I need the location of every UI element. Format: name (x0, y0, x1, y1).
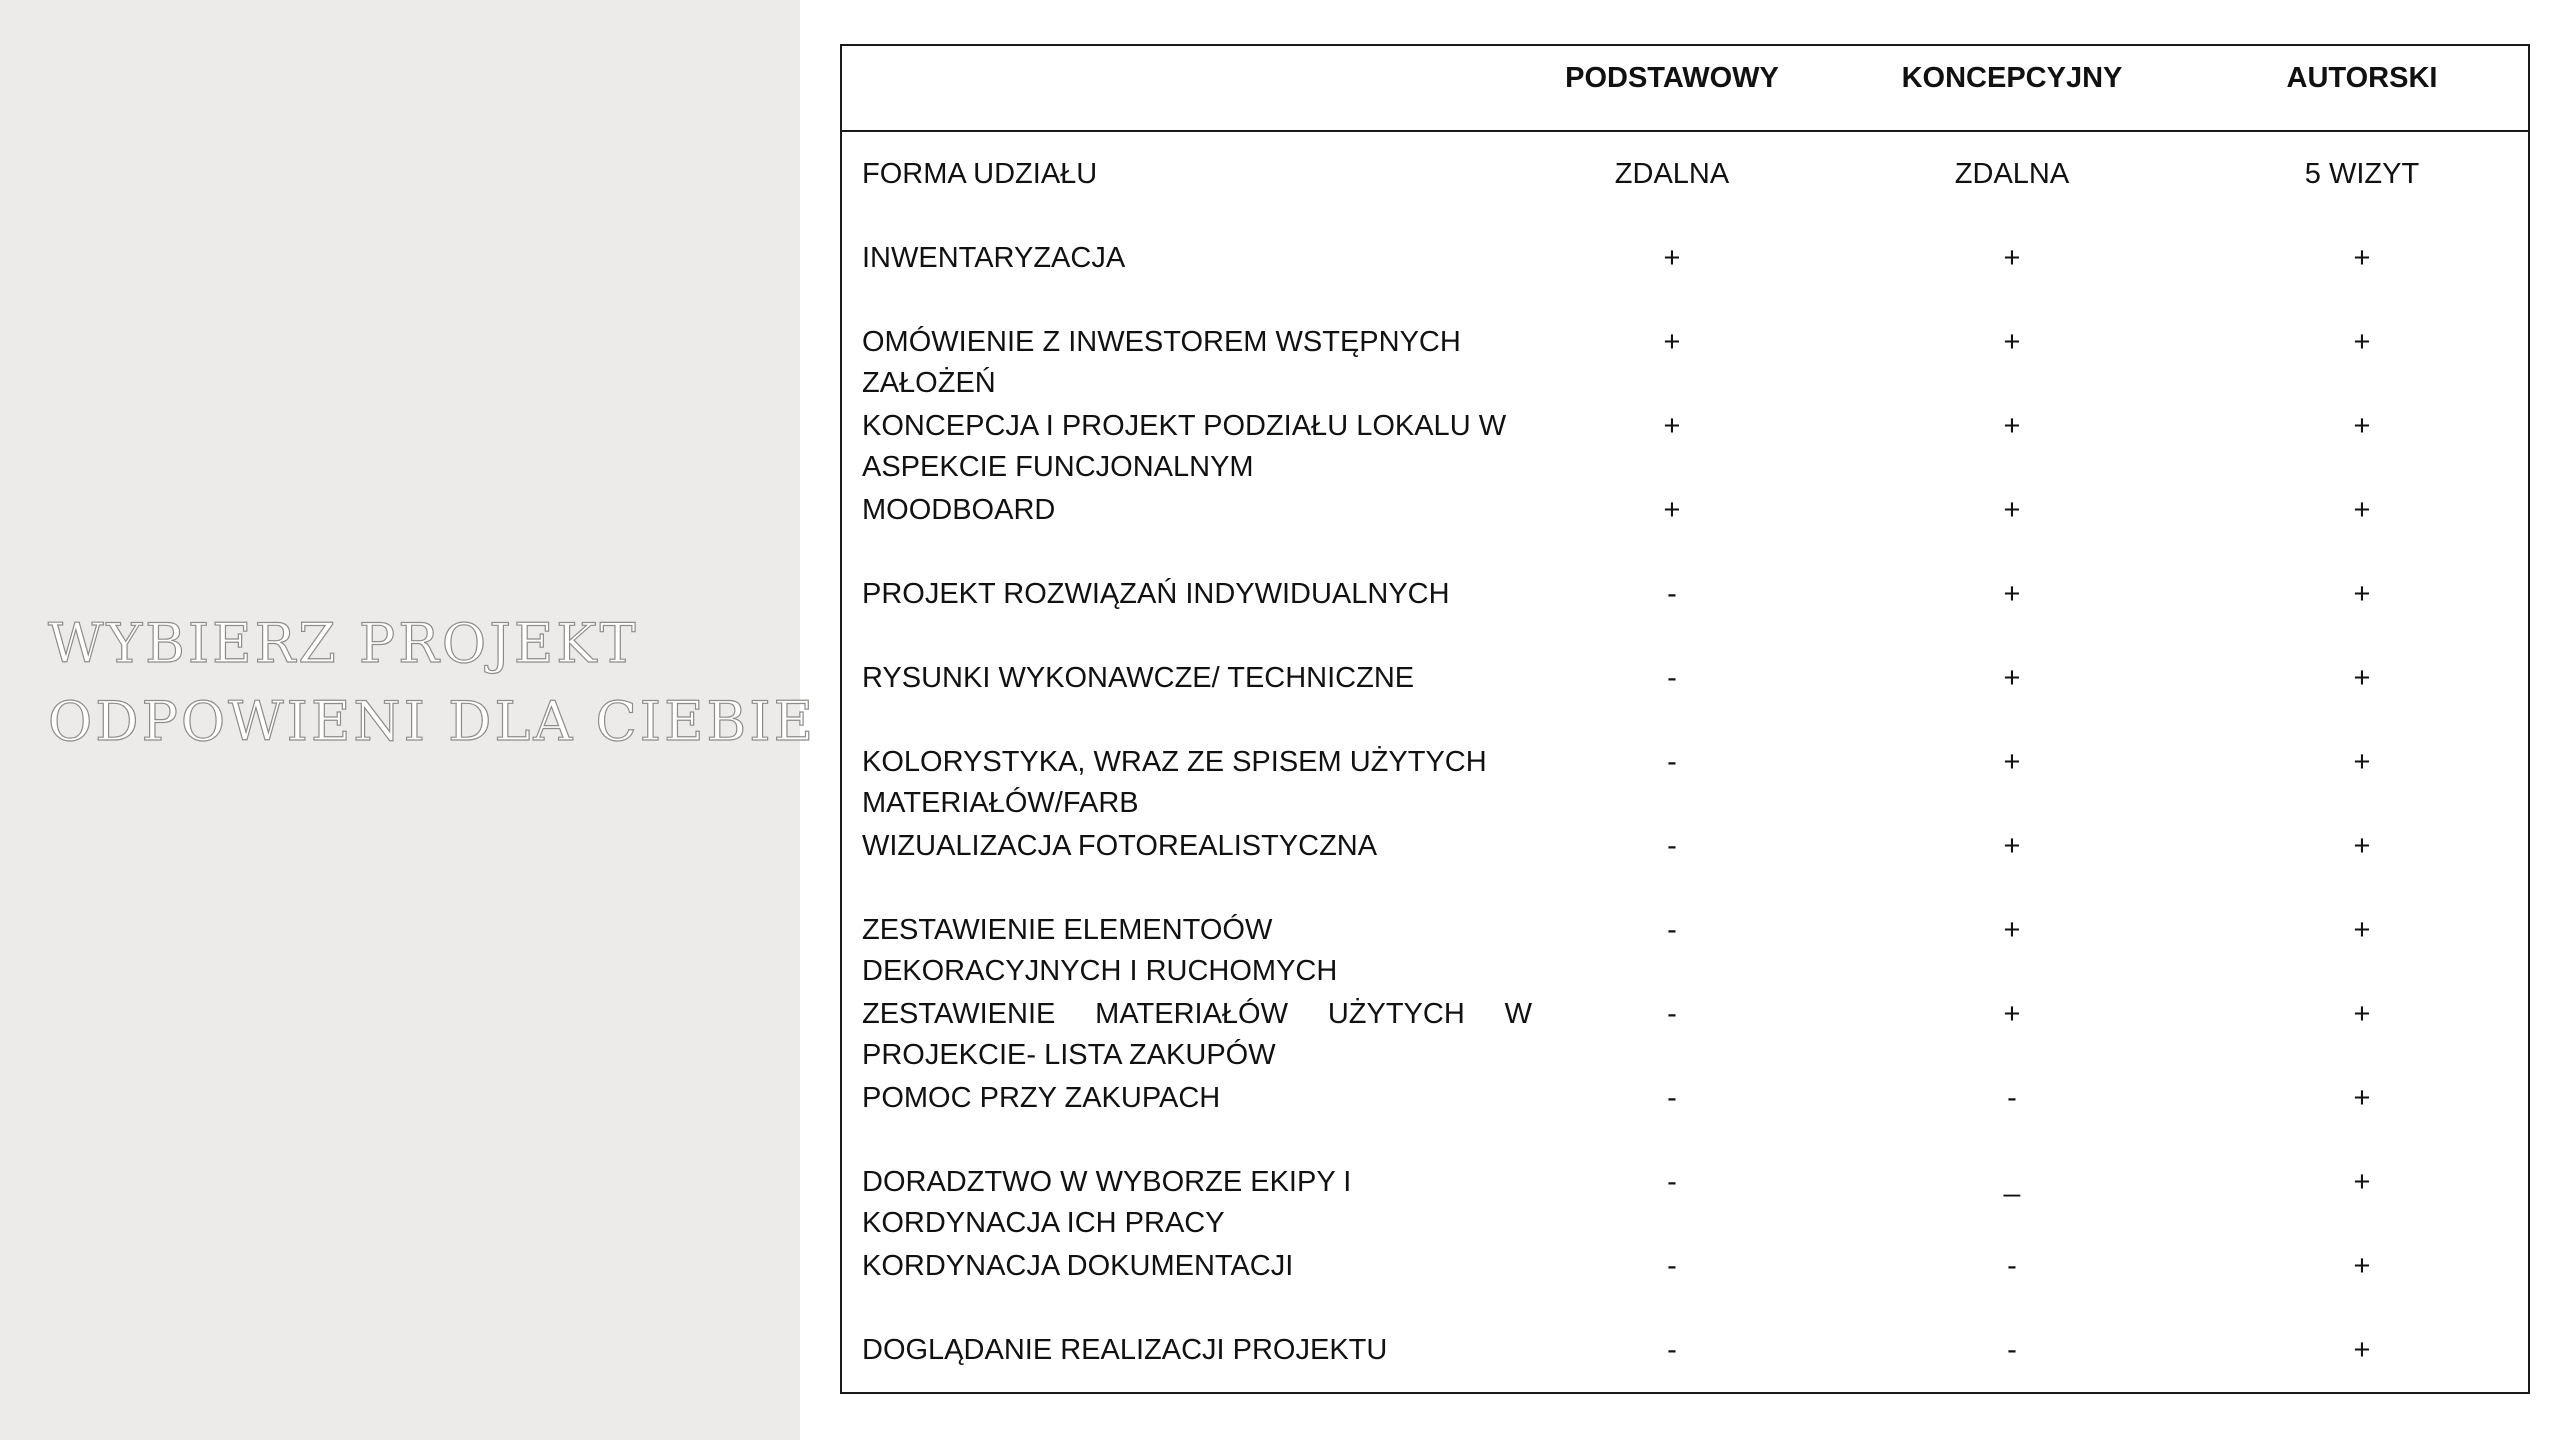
table-row (842, 888, 2528, 987)
table-row (842, 1140, 2528, 1239)
table-row (842, 384, 2528, 483)
cell-koncepcyjny: + (2003, 326, 2021, 358)
cell-podstawowy: + (1663, 326, 1681, 358)
cell-autorski: + (2353, 410, 2371, 442)
cell-koncepcyjny: + (2003, 830, 2021, 862)
row-label: INWENTARYZACJA (862, 242, 1126, 274)
cell-autorski: + (2353, 746, 2371, 778)
row-label: FORMA UDZIAŁU (862, 158, 1098, 190)
row-label: KONCEPCJA I PROJEKT PODZIAŁU LOKALU W ASPEKCIE FUNCJONALNYM (862, 410, 1507, 483)
cell-podstawowy: - (1667, 1082, 1677, 1114)
cell-podstawowy: ZDALNA (1614, 158, 1730, 190)
cell-autorski: + (2353, 494, 2371, 526)
row-label: DOGLĄDANIE REALIZACJI PROJEKTU (862, 1334, 1388, 1366)
table-body (842, 132, 2528, 1392)
pricing-comparison-table (840, 44, 2530, 1394)
cell-autorski: + (2353, 1166, 2371, 1198)
cell-koncepcyjny: - (2007, 1334, 2017, 1366)
row-label: KORDYNACJA DOKUMENTACJI (862, 1250, 1294, 1282)
cell-koncepcyjny: _ (2003, 1166, 2021, 1198)
table-row (842, 804, 2528, 888)
table-header-row (842, 46, 2528, 132)
column-header-autorski: AUTORSKI (2286, 62, 2438, 94)
cell-koncepcyjny: + (2003, 914, 2021, 946)
cell-koncepcyjny: - (2007, 1082, 2017, 1114)
cell-podstawowy: + (1663, 242, 1681, 274)
cell-autorski: + (2353, 1082, 2371, 1114)
table-row (842, 132, 2528, 216)
row-label: DORADZTWO W WYBORZE EKIPY I KORDYNACJA ICH PRACY (862, 1166, 1352, 1239)
row-label: ZESTAWIENIE ELEMENTOÓW DEKORACYJNYCH I RUCHOMYCH (862, 914, 1338, 987)
cell-autorski: + (2353, 914, 2371, 946)
cell-podstawowy: - (1667, 1166, 1677, 1198)
table-row (842, 720, 2528, 819)
table-row (842, 552, 2528, 636)
table-row (842, 216, 2528, 300)
table-row (842, 468, 2528, 552)
cell-podstawowy: - (1667, 578, 1677, 610)
cell-podstawowy: - (1667, 746, 1677, 778)
cell-podstawowy: - (1667, 998, 1677, 1030)
cell-autorski: + (2353, 1250, 2371, 1282)
left-panel (0, 0, 816, 1440)
table-row (842, 636, 2528, 720)
table-row (842, 300, 2528, 399)
cell-autorski: + (2353, 1334, 2371, 1366)
headline-line-1: WYBIERZ PROJEKT (48, 612, 639, 675)
cell-autorski: + (2353, 998, 2371, 1030)
cell-podstawowy: - (1667, 830, 1677, 862)
column-header-podstawowy: PODSTAWOWY (1565, 62, 1779, 94)
cell-koncepcyjny: + (2003, 998, 2021, 1030)
table-row (842, 1056, 2528, 1140)
cell-autorski: 5 WIZYT (2304, 158, 2420, 190)
cell-koncepcyjny: + (2003, 410, 2021, 442)
row-label: MOODBOARD (862, 494, 1056, 526)
cell-autorski: + (2353, 326, 2371, 358)
row-label: OMÓWIENIE Z INWESTOREM WSTĘPNYCH ZAŁOŻEŃ (862, 326, 1461, 399)
row-label: ZESTAWIENIE MATERIAŁÓW UŻYTYCH W PROJEKCIE- LISTA ZAKUPÓW (862, 998, 1532, 1071)
cell-podstawowy: - (1667, 1334, 1677, 1366)
cell-koncepcyjny: + (2003, 494, 2021, 526)
headline-line-2: ODPOWIENI DLA CIEBIE (48, 690, 816, 753)
row-label: PROJEKT ROZWIĄZAŃ INDYWIDUALNYCH (862, 578, 1450, 610)
cell-autorski: + (2353, 242, 2371, 274)
cell-koncepcyjny: + (2003, 578, 2021, 610)
table-row (842, 1224, 2528, 1308)
cell-koncepcyjny: + (2003, 662, 2021, 694)
row-label: KOLORYSTYKA, WRAZ ZE SPISEM UŻYTYCH MATERIAŁÓW/FARB (862, 746, 1487, 819)
row-label: RYSUNKI WYKONAWCZE/ TECHNICZNE (862, 662, 1415, 694)
cell-autorski: + (2353, 830, 2371, 862)
table-row (842, 972, 2528, 1071)
cell-podstawowy: - (1667, 662, 1677, 694)
table-row (842, 1308, 2528, 1392)
row-label: POMOC PRZY ZAKUPACH (862, 1082, 1221, 1114)
cell-koncepcyjny: - (2007, 1250, 2017, 1282)
cell-koncepcyjny: + (2003, 242, 2021, 274)
cell-podstawowy: - (1667, 1250, 1677, 1282)
column-header-koncepcyjny: KONCEPCYJNY (1901, 62, 2123, 94)
cell-podstawowy: + (1663, 494, 1681, 526)
cell-koncepcyjny: ZDALNA (1954, 158, 2070, 190)
row-label: WIZUALIZACJA FOTOREALISTYCZNA (862, 830, 1378, 862)
cell-podstawowy: - (1667, 914, 1677, 946)
cell-autorski: + (2353, 662, 2371, 694)
cell-podstawowy: + (1663, 410, 1681, 442)
cell-koncepcyjny: + (2003, 746, 2021, 778)
headline (48, 605, 816, 761)
cell-autorski: + (2353, 578, 2371, 610)
